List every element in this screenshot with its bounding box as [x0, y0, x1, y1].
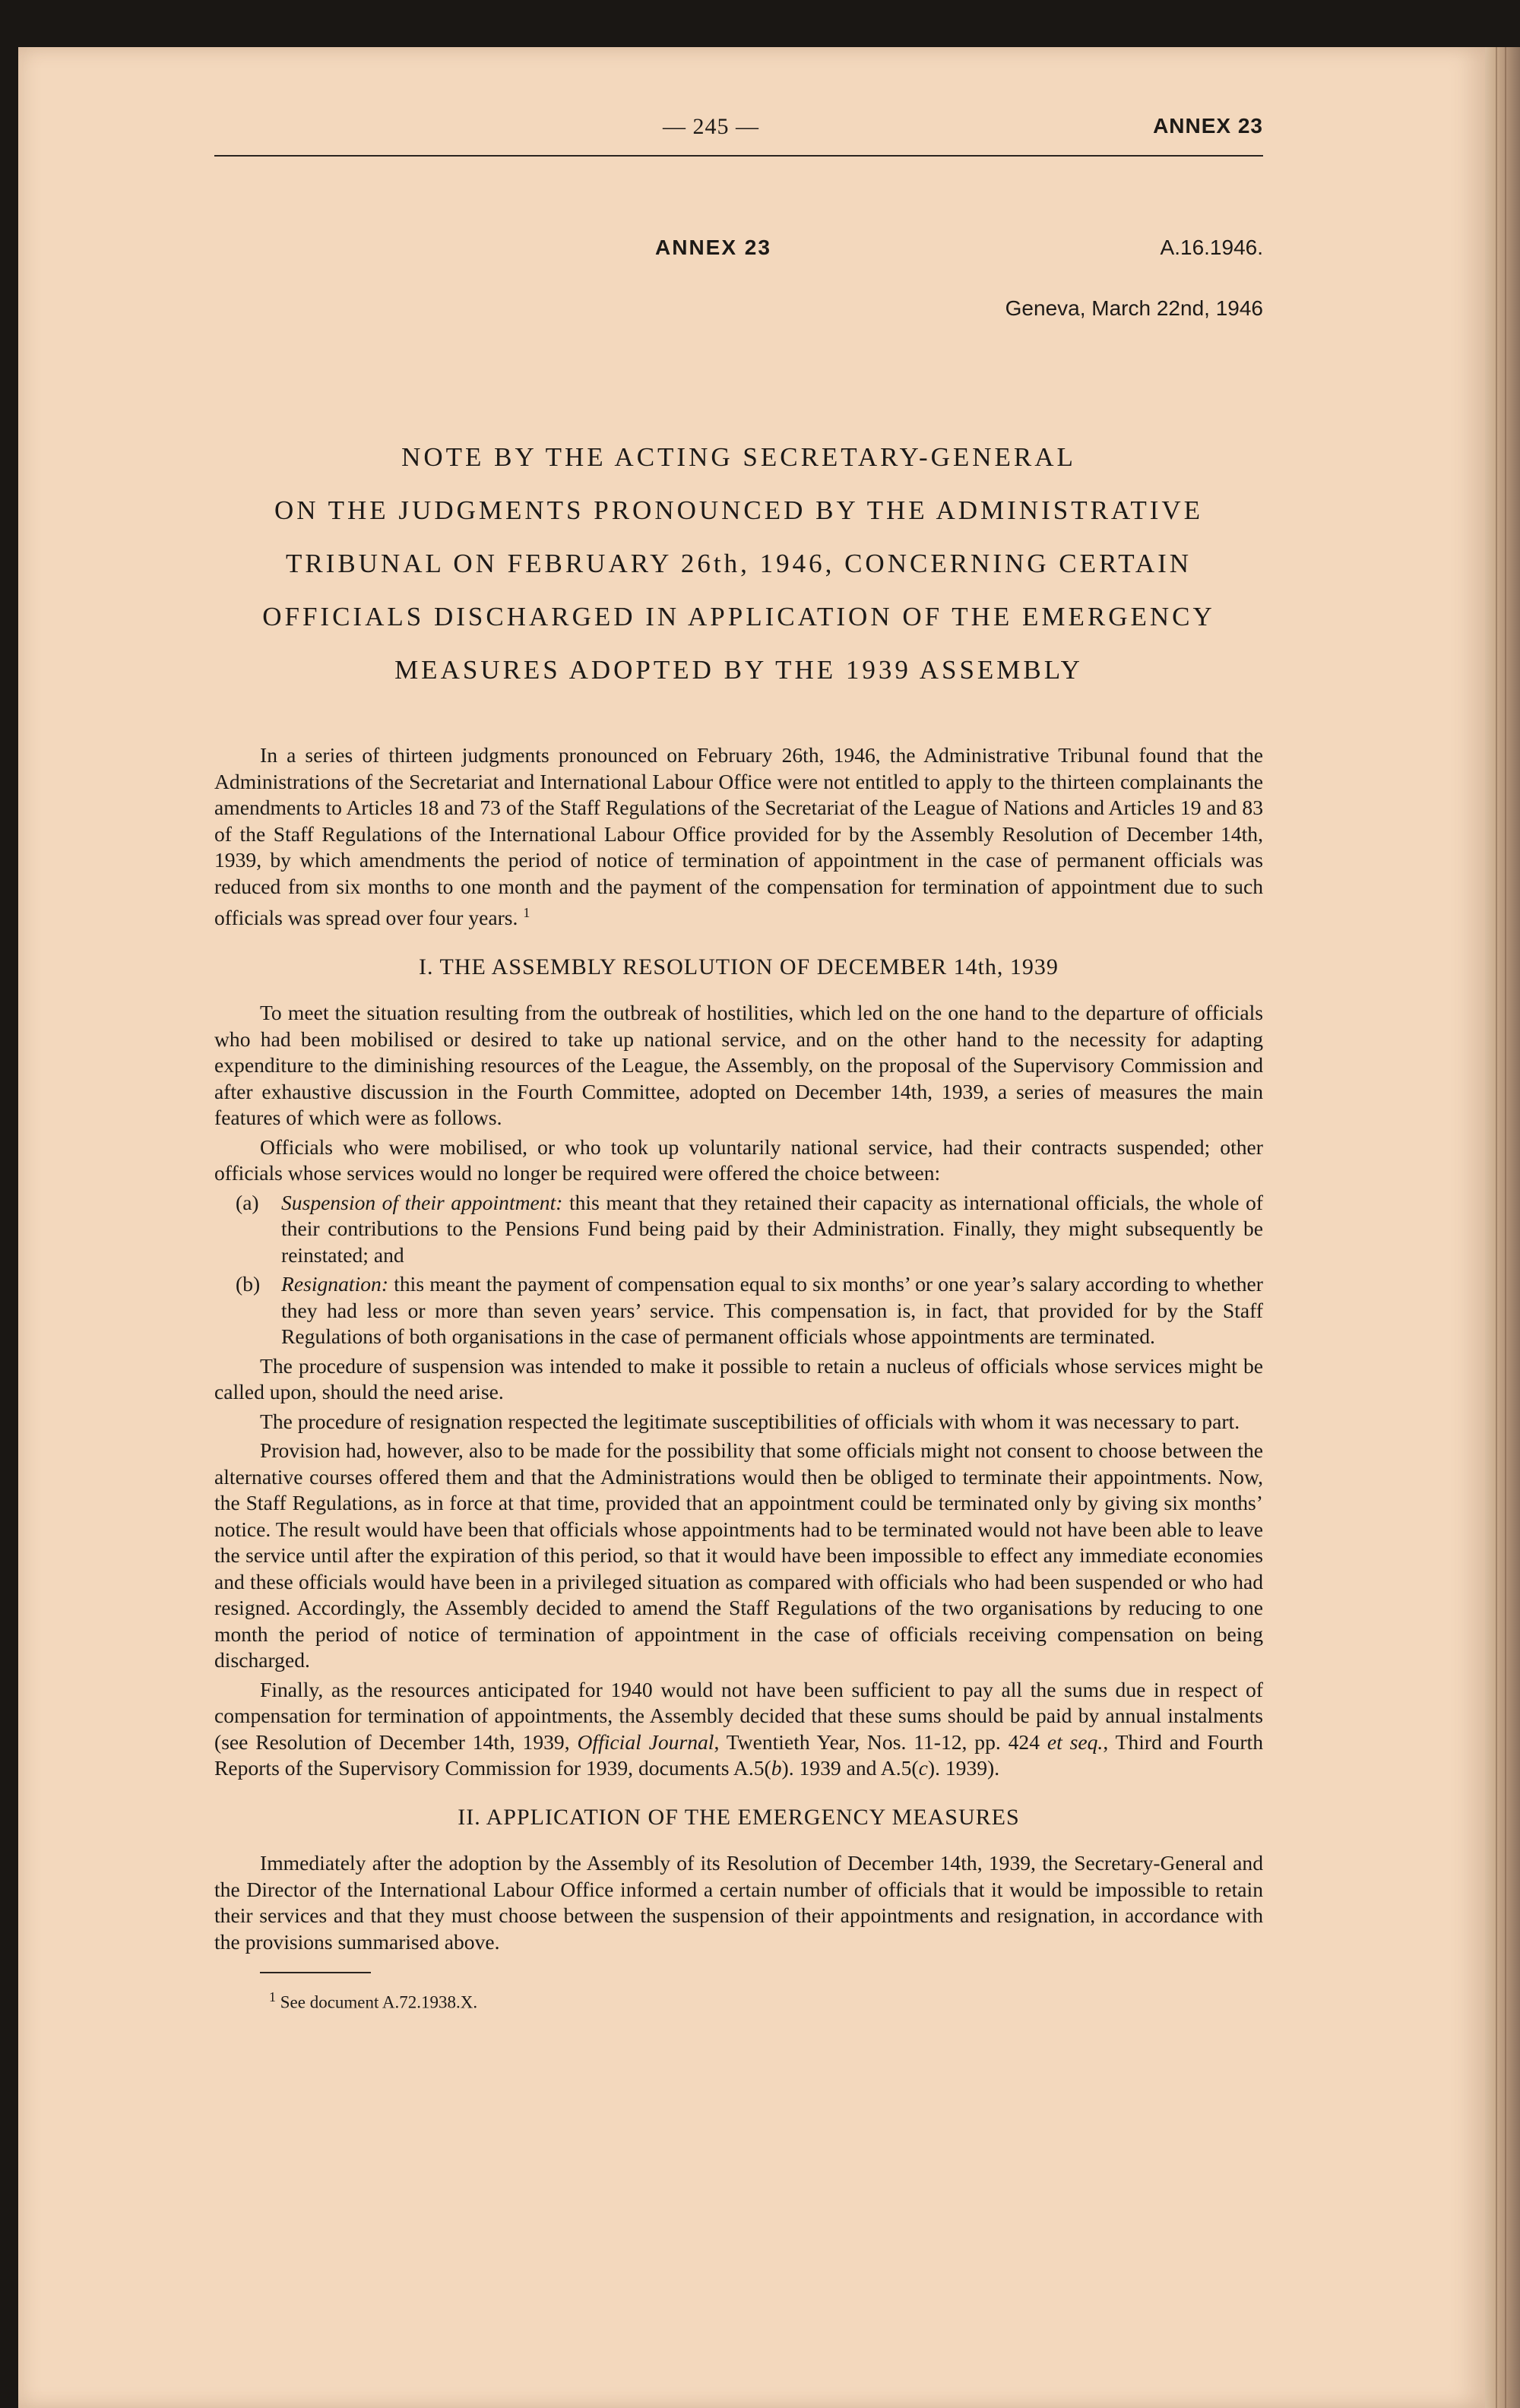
title-line: NOTE BY THE ACTING SECRETARY-GENERAL [401, 442, 1076, 472]
document-reference: A.16.1946. [1160, 236, 1263, 259]
journal-title: Official Journal [577, 1729, 714, 1754]
intro-text: In a series of thirteen judgments pronounced on February 26th, 1946, the Administrative Tribunal found that the Administrations of the Secretariat and International Labour Office were not entitled to apply to the thirteen complainants the amendments to Articles 18 and 73 of the Staff Regulations of the Secretariat of the League of Nations and Articles 19 and 83 of the Staff Regulations of the International Labour Office provided for by the Assembly Resolution of December 14th, 1939, by which amendments the period of notice of termination of appointment in the case of permanent officials was reduced from six months to one month and the payment of the compensation for termination of appointment due to such officials was spread over four years. [214, 743, 1263, 930]
list-term: Suspension of their appointment: [281, 1190, 563, 1214]
list-marker: (a) [236, 1190, 259, 1214]
list-term: Resignation: [281, 1272, 389, 1296]
paragraph: To meet the situation resulting from the outbreak of hostilities, which led on the one hand to the departure of officials who had been mobilised or desired to take up national service, and on the other hand to the necessity for adapting expenditure to the diminishing resources of the League, the Assembly, on the proposal of the Supervisory Commission and after exhaustive discussion in the Fourth Committee, adopted on December 14th, 1939, a series of measures the main features of which were as follows. [214, 1001, 1263, 1130]
document-body [214, 742, 1263, 2016]
title-line: ON THE JUDGMENTS PRONOUNCED BY THE ADMINISTRATIVE [274, 495, 1204, 525]
section-heading-2: II. APPLICATION OF THE EMERGENCY MEASURES [458, 1804, 1020, 1830]
footnote-rule [260, 1972, 371, 1973]
page-content [214, 84, 1263, 2016]
annex-label: ANNEX 23 [655, 236, 771, 259]
document-title [214, 431, 1263, 697]
text-run: Finally, as the resources anticipated for 1940 would not have been sufficient to pay all the sums due in respect of compensation for termination of appointments, the Assembly decided that these sums should be paid by annual instalments (see Resolution of December 14th, 1939, [214, 1677, 1263, 1754]
section-heading-1: I. THE ASSEMBLY RESOLUTION OF DECEMBER 14th, 1939 [419, 954, 1059, 979]
annex-row [214, 236, 1263, 281]
footnote-marker: 1 [269, 1989, 276, 2005]
footnote-reference: 1 [523, 905, 530, 920]
page-edge-line [1496, 47, 1497, 2408]
text-run: ). 1939 and A.5( [781, 1756, 919, 1780]
list-text: this meant the payment of compensation equal to six months’ or one year’s salary according to whether they had less or more than seven years’ service. This compensation is, in fact, that provided for by the Staff Regulations of both organisations in the case of permanent officials whose appointments are terminated. [281, 1272, 1263, 1349]
running-head: ANNEX 23 [1153, 114, 1263, 138]
intro-paragraph [214, 742, 1263, 932]
italic-letter: c [918, 1756, 928, 1780]
paragraph: Provision had, however, also to be made for the possibility that some officials might not consent to choose between the alternative courses offered them and that the Administrations would then be obliged to terminate their appointments. Now, the Staff Regulations, as in force at that time, provided that an appointment could be terminated only by giving six months’ notice. The result would have been that officials whose appointments had to be terminated would not have been able to leave the service until after the expiration of this period, so that it would have been impossible to effect any immediate economies and these officials would have been in a privileged situation as compared with officials who had been suspended or who had resigned. Accordingly, the Assembly decided to amend the Staff Regulations of the two organisations by reducing to one month the period of notice of termination of appointment in the case of officials receiving compensation on being discharged. [214, 1438, 1263, 1672]
text-run: , Twentieth Year, Nos. 11-12, pp. 424 [714, 1729, 1047, 1754]
page-edge-line [1505, 47, 1506, 2408]
header-rule [214, 155, 1263, 157]
paragraph: The procedure of suspension was intended to make it possible to retain a nucleus of officials whose services might be called upon, should the need arise. [214, 1353, 1263, 1404]
footnote-text: See document A.72.1938.X. [280, 1992, 478, 2012]
page-number: — 245 — [663, 114, 759, 139]
list-item-b [214, 1271, 1263, 1350]
list-marker: (b) [236, 1272, 261, 1296]
paragraph: The procedure of resignation respected the legitimate susceptibilities of officials with whom it was necessary to part. [260, 1409, 1240, 1433]
text-run: ). 1939). [927, 1756, 1000, 1780]
page-header [214, 84, 1263, 152]
place-date: Geneva, March 22nd, 1946 [1005, 296, 1263, 320]
paragraph [214, 1677, 1263, 1782]
italic-letter: b [771, 1756, 782, 1780]
paragraph: Officials who were mobilised, or who took up voluntarily national service, had their contracts suspended; other officials whose services would no longer be required were offered the choice between: [214, 1134, 1263, 1185]
title-line: OFFICIALS DISCHARGED IN APPLICATION OF THE EMERGENCY [262, 602, 1215, 631]
text-run: , Third and Fourth Reports of the Supervisory Commission for 1939, documents A.5( [214, 1729, 1264, 1780]
title-line: MEASURES ADOPTED BY THE 1939 ASSEMBLY [394, 655, 1083, 685]
paragraph: Immediately after the adoption by the Assembly of its Resolution of December 14th, 1939, the Secretary-General and the Director of the International Labour Office informed a certain number of officials that it would be impossible to retain their services and that they must choose between the suspension of their appointments and resignation, in accordance with the provisions summarised above. [214, 1851, 1263, 1954]
title-line: TRIBUNAL ON FEBRUARY 26th, 1946, CONCERNING CERTAIN [285, 549, 1192, 578]
list-text: this meant that they retained their capacity as international officials, the whole of their contributions to the Pensions Fund being paid by their Administration. Finally, they might subsequently be reinstated; and [281, 1190, 1263, 1267]
page-edge [1485, 47, 1520, 2408]
et-seq: et seq. [1047, 1729, 1104, 1754]
footnote [214, 1984, 1263, 2016]
list-item-a [214, 1190, 1263, 1269]
